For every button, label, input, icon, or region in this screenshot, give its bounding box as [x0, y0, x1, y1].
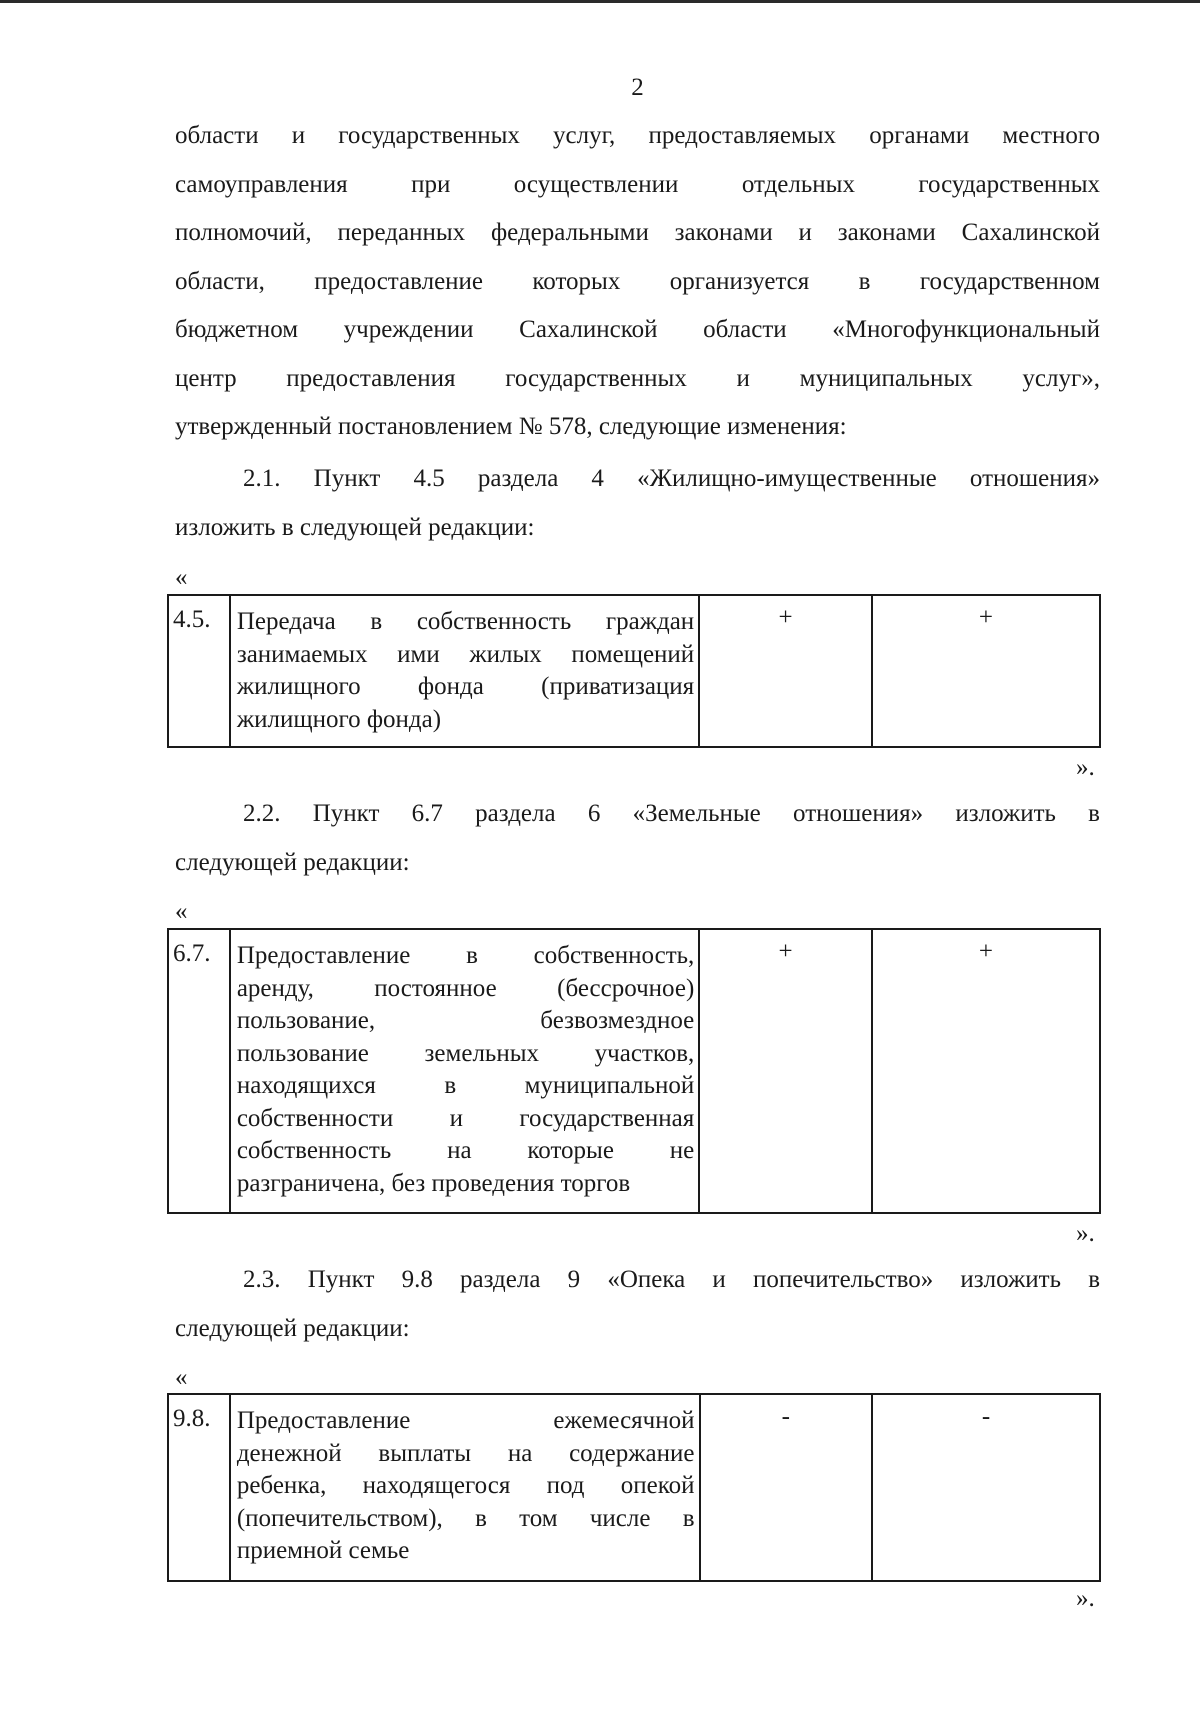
description-line: аренду, постоянное (бессрочное) — [236, 974, 695, 1002]
text-line: самоуправления при осуществлении отдельных государственных — [175, 170, 1100, 198]
item-description — [230, 929, 699, 1213]
close-quote: ». — [1076, 1220, 1095, 1247]
description-line: занимаемых ими жилых помещений — [236, 640, 695, 668]
item-description — [230, 1394, 700, 1581]
entry-table-4-5 — [167, 594, 1101, 748]
mark-cell-1: + — [699, 595, 872, 747]
description-line: собственности и государственная — [236, 1104, 695, 1132]
text-line: 2.3. Пункт 9.8 раздела 9 «Опека и попечительство» изложить в — [243, 1266, 1100, 1293]
text-line: центр предоставления государственных и муниципальных услуг», — [175, 364, 1100, 392]
text-line: полномочий, переданных федеральными законами и законами Сахалинской — [175, 219, 1100, 246]
description-line: собственность на которые не — [236, 1137, 695, 1164]
description-line: ребенка, находящегося под опекой — [236, 1472, 695, 1499]
description-line: (попечительством), в том числе в — [236, 1504, 695, 1532]
item-number: 6.7. — [168, 929, 230, 1213]
description-line: разграничена, без проведения торгов — [236, 1169, 631, 1197]
close-quote: ». — [1076, 754, 1095, 781]
text-line: следующей редакции: — [175, 1314, 410, 1342]
text-line: 2.2. Пункт 6.7 раздела 6 «Земельные отношения» изложить в — [243, 800, 1100, 827]
mark-cell-1: - — [700, 1394, 873, 1581]
table-row — [168, 1394, 1100, 1581]
description-line: приемной семье — [236, 1537, 410, 1564]
open-quote: « — [175, 1364, 188, 1391]
description-line: жилищного фонда) — [236, 705, 442, 733]
section-2-3-heading — [175, 1256, 1100, 1353]
item-description — [230, 595, 699, 747]
text-line: области, предоставление которых организуется в государственном — [175, 267, 1100, 295]
intro-paragraph — [175, 112, 1100, 452]
top-rule — [0, 0, 1200, 3]
open-quote: « — [175, 564, 188, 591]
text-line: бюджетном учреждении Сахалинской области «Многофункциональный — [175, 316, 1100, 343]
description-line: денежной выплаты на содержание — [236, 1439, 695, 1467]
description-line: Передача в собственность граждан — [236, 608, 695, 635]
description-line: Предоставление в собственность, — [236, 942, 695, 969]
description-line: пользование земельных участков, — [236, 1039, 695, 1067]
section-2-1-heading — [175, 455, 1100, 552]
text-line: утвержденный постановлением № 578, следующие изменения: — [175, 413, 847, 440]
mark-cell-2: + — [872, 595, 1100, 747]
description-line: находящихся в муниципальной — [236, 1072, 695, 1099]
item-number: 9.8. — [168, 1394, 230, 1581]
page-number: 2 — [631, 74, 644, 101]
item-number: 4.5. — [168, 595, 230, 747]
text-line: области и государственных услуг, предоставляемых органами местного — [175, 122, 1100, 149]
open-quote: « — [175, 898, 188, 925]
section-2-2-heading — [175, 790, 1100, 887]
entry-table-9-8 — [167, 1393, 1101, 1582]
table-row — [168, 929, 1100, 1213]
text-line: следующей редакции: — [175, 848, 410, 876]
entry-table-6-7 — [167, 928, 1101, 1214]
text-line: 2.1. Пункт 4.5 раздела 4 «Жилищно-имущественные отношения» — [243, 465, 1100, 492]
description-line: жилищного фонда (приватизация — [236, 673, 695, 700]
close-quote: ». — [1076, 1585, 1095, 1612]
mark-cell-1: + — [699, 929, 872, 1213]
mark-cell-2: + — [872, 929, 1100, 1213]
text-line: изложить в следующей редакции: — [175, 513, 535, 541]
description-line: Предоставление ежемесячной — [236, 1407, 695, 1434]
description-line: пользование, безвозмездное — [236, 1007, 695, 1034]
mark-cell-2: - — [872, 1394, 1100, 1581]
table-row — [168, 595, 1100, 747]
